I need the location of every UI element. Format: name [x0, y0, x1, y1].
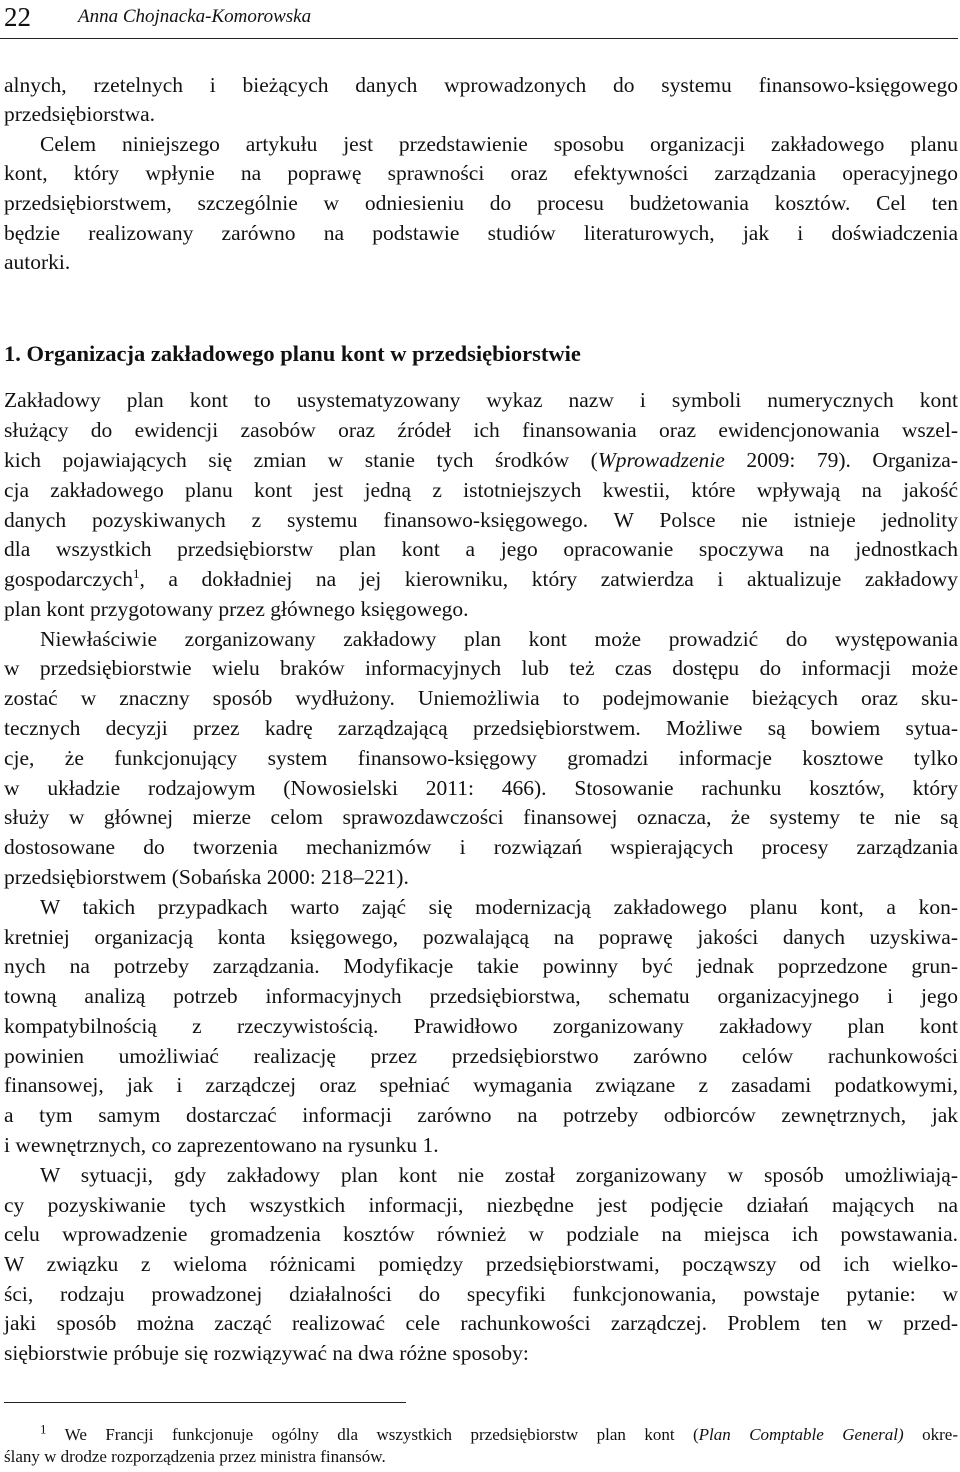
text-line: kont, który wpłynie na poprawę sprawności oraz efektywności zarządzania operacyjnego: [4, 161, 958, 185]
text-line: będzie realizowany zarówno na podstawie studiów literaturowych, jak i doświadczenia: [4, 221, 958, 245]
text-line: dla wszystkich przedsiębiorstw plan kont a jego opracowanie spoczywa na jednostkach: [4, 537, 958, 561]
text-line: W sytuacji, gdy zakładowy plan kont nie został zorganizowany w sposób umożliwiają-: [40, 1163, 958, 1187]
text-line: dostosowane do tworzenia mechanizmów i rozwiązań wspierających procesy zarządzania: [4, 835, 958, 859]
text-line: nych na potrzeby zarządzania. Modyfikacje takie powinny być jednak poprzedzone grun-: [4, 954, 958, 978]
text-line: kompatybilnością z rzeczywistością. Prawidłowo zorganizowany zakładowy plan kont: [4, 1014, 958, 1038]
text-line: Celem niniejszego artykułu jest przedstawienie sposobu organizacji zakładowego planu: [40, 132, 958, 156]
text-line: celu wprowadzenie gromadzenia kosztów również w podziale na miejsca ich powstawania.: [4, 1222, 958, 1246]
text-line: Zakładowy plan kont to usystematyzowany wykaz nazw i symboli numerycznych kont: [4, 388, 958, 412]
italic-citation: Wprowadzenie: [597, 448, 725, 472]
text-line: [4, 445, 958, 475]
text-line: [4, 564, 958, 594]
footnote-line: ślany w drodze rozporządzenia przez ministra finansów.: [4, 1447, 386, 1466]
text-span: , a dokładniej na jej kierowniku, który zatwierdza i aktualizuje zakładowy: [139, 567, 958, 591]
footnote-line: [40, 1421, 958, 1446]
text-span: kich pojawiających się zmian w stanie tych środków (: [4, 448, 598, 472]
text-span: gospodarczych: [4, 567, 133, 591]
text-line: kretniej organizacją konta księgowego, pozwalającą na poprawę jakości danych uzyskiwa-: [4, 925, 958, 949]
text-span: We Francji funkcjonuje ogólny dla wszystkich przedsiębiorstw plan kont (: [46, 1425, 699, 1444]
text-line: W związku z wieloma różnicami pomiędzy przedsiębiorstwami, począwszy od ich wielko-: [4, 1252, 958, 1276]
italic-term: Plan Comptable General): [698, 1425, 904, 1444]
text-line: w przedsiębiorstwie wielu braków informacyjnych lub też czas dostępu do informacji może: [4, 656, 958, 680]
text-span: okre-: [903, 1425, 958, 1444]
text-line: Niewłaściwie zorganizowany zakładowy plan kont może prowadzić do występowania: [40, 627, 958, 651]
footnote-divider: [4, 1402, 406, 1403]
text-line: zostać w znaczny sposób wydłużony. Uniemożliwia to podejmowanie bieżących oraz sku-: [4, 686, 958, 710]
text-line: w układzie rodzajowym (Nowosielski 2011: 466). Stosowanie rachunku kosztów, który: [4, 776, 958, 800]
text-span: 2009: 79). Organiza-: [724, 448, 958, 472]
text-line: W takich przypadkach warto zająć się modernizacją zakładowego planu kont, a kon-: [40, 895, 958, 919]
footnote-marker: 1: [40, 1421, 47, 1437]
text-line: tecznych decyzji przez kadrę zarządzającą przedsiębiorstwem. Możliwe są bowiem sytua-: [4, 716, 958, 740]
text-line: przedsiębiorstwem, szczególnie w odniesieniu do procesu budżetowania kosztów. Cel ten: [4, 191, 958, 215]
text-line: alnych, rzetelnych i bieżących danych wprowadzonych do systemu finansowo-księgowego: [4, 73, 958, 97]
text-line: cje, że funkcjonujący system finansowo-księgowy gromadzi informacje kosztowe tylko: [4, 746, 958, 770]
text-line: służy w głównej mierze celom sprawozdawczości finansowej oznacza, że systemy te nie są: [4, 805, 958, 829]
text-line: autorki.: [4, 250, 71, 274]
text-line: powinien umożliwiać realizację przez przedsiębiorstwo zarówno celów rachunkowości: [4, 1044, 958, 1068]
section-heading: 1. Organizacja zakładowego planu kont w przedsiębiorstwie: [4, 341, 581, 366]
text-line: cja zakładowego planu kont jest jedną z istotniejszych kwestii, które wpływają na jakość: [4, 478, 958, 502]
text-line: przedsiębiorstwem (Sobańska 2000: 218–221).: [4, 865, 409, 889]
text-line: służący do ewidencji zasobów oraz źródeł ich finansowania oraz ewidencjonowania wszel-: [4, 418, 958, 442]
text-line: siębiorstwie próbuje się rozwiązywać na dwa różne sposoby:: [4, 1341, 529, 1365]
text-line: towną analizą potrzeb informacyjnych przedsiębiorstwa, schematu organizacyjnego i jego: [4, 984, 958, 1008]
text-line: cy pozyskiwanie tych wszystkich informacji, niezbędne jest podjęcie działań mających na: [4, 1193, 958, 1217]
text-line: i wewnętrznych, co zaprezentowano na rysunku 1.: [4, 1133, 439, 1157]
text-line: danych pozyskiwanych z systemu finansowo-księgowego. W Polsce nie istnieje jednolity: [4, 508, 958, 532]
page-header: [0, 0, 958, 39]
footnote-reference[interactable]: 1: [132, 565, 140, 581]
text-line: plan kont przygotowany przez głównego księgowego.: [4, 597, 469, 621]
text-line: finansowej, jak i zarządczej oraz spełniać wymagania związane z zasadami podatkowymi,: [4, 1073, 958, 1097]
running-head: Anna Chojnacka-Komorowska: [78, 6, 312, 27]
text-line: przedsiębiorstwa.: [4, 102, 156, 126]
text-line: jaki sposób można zacząć realizować cele rachunkowości zarządczej. Problem ten w przed-: [4, 1311, 958, 1335]
text-line: ści, rodzaju prowadzonej działalności do specyfiki funkcjonowania, powstaje pytanie: w: [4, 1282, 958, 1306]
text-line: a tym samym dostarczać informacji zarówno na potrzeby odbiorców zewnętrznych, jak: [4, 1103, 958, 1127]
page-number: 22: [4, 2, 31, 32]
